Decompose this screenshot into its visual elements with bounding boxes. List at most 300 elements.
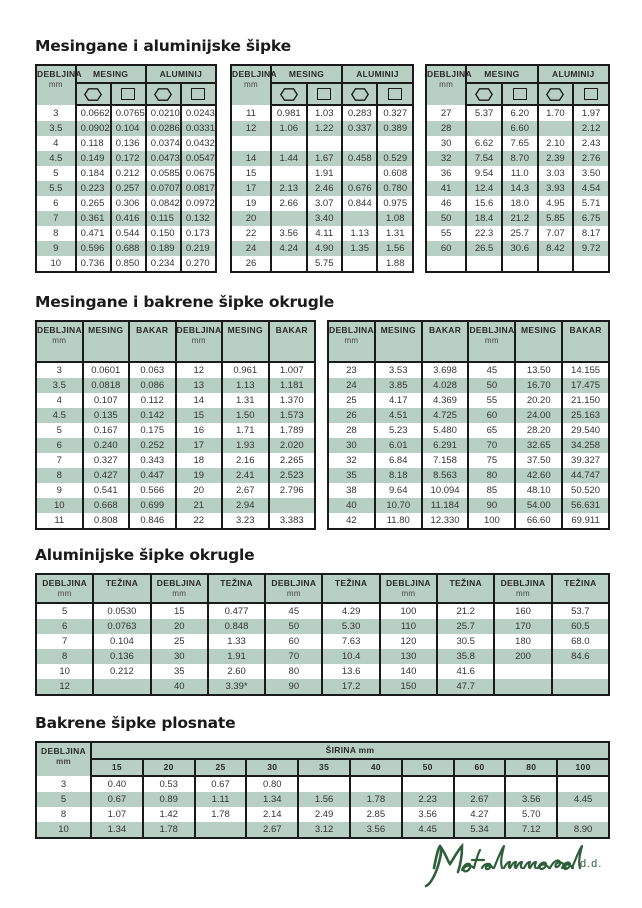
unit-label: mm xyxy=(172,589,187,598)
width-header: 15 xyxy=(91,759,143,776)
table-row xyxy=(328,468,609,483)
weight-cell: 0.223 xyxy=(76,181,111,196)
thickness-cell: 26 xyxy=(231,256,271,272)
weight-cell: 0.676 xyxy=(342,181,377,196)
thickness-cell: 28 xyxy=(426,121,466,136)
thickness-cell: 25 xyxy=(328,393,375,408)
thickness-cell: 35 xyxy=(328,468,375,483)
square-icon xyxy=(388,88,402,100)
thickness-cell: 10 xyxy=(36,664,93,679)
table-row xyxy=(36,807,609,822)
bakar-header: BAKAR xyxy=(562,321,609,362)
table-row xyxy=(36,513,315,529)
weight-cell: 1.93 xyxy=(222,438,269,453)
weight-cell xyxy=(505,776,557,792)
tezina-header: TEŽINA xyxy=(208,574,265,603)
weight-cell: 4.45 xyxy=(402,822,454,838)
thickness-cell: 26 xyxy=(328,408,375,423)
bakar-header: BAKAR xyxy=(129,321,176,362)
weight-cell: 20.20 xyxy=(515,393,562,408)
weight-cell: 3.50 xyxy=(573,166,609,181)
weight-cell: 4.90 xyxy=(307,241,342,256)
weight-cell xyxy=(350,776,402,792)
table-row xyxy=(426,211,609,226)
hexagon-icon xyxy=(475,88,493,101)
mesing-header: MESING xyxy=(222,321,269,362)
weight-cell: 12.4 xyxy=(466,181,502,196)
table-row xyxy=(36,483,315,498)
table-row xyxy=(36,649,609,664)
thickness-cell: 9 xyxy=(36,483,83,498)
weight-cell: 3.93 xyxy=(538,181,574,196)
table-row xyxy=(426,256,609,272)
weight-cell: 2.265 xyxy=(269,453,316,468)
weight-cell: 0.0210 xyxy=(146,105,181,121)
sirina-header: ŠIRINA mm xyxy=(91,742,609,759)
profile-icon-cell xyxy=(502,83,538,105)
weight-cell: 56.631 xyxy=(562,498,609,513)
weight-cell xyxy=(538,256,574,272)
weight-cell: 68.0 xyxy=(552,634,609,649)
thickness-cell: 19 xyxy=(231,196,271,211)
weight-cell: 5.85 xyxy=(538,211,574,226)
thickness-cell: 17 xyxy=(231,181,271,196)
thickness-cell: 30 xyxy=(426,136,466,151)
hex-square-table-1 xyxy=(35,64,217,273)
weight-cell: 30.6 xyxy=(502,241,538,256)
thickness-cell: 40 xyxy=(151,679,208,695)
table-row xyxy=(36,423,315,438)
weight-cell: 0.0902 xyxy=(76,121,111,136)
table-row xyxy=(328,438,609,453)
weight-cell: 0.808 xyxy=(83,513,130,529)
weight-cell: 1.31 xyxy=(222,393,269,408)
table-row xyxy=(36,166,216,181)
square-icon xyxy=(191,88,205,100)
weight-cell: 1.370 xyxy=(269,393,316,408)
unit-label: mm xyxy=(484,336,499,345)
thickness-cell: 38 xyxy=(328,483,375,498)
weight-cell: 1.91 xyxy=(208,649,265,664)
thickness-cell: 5 xyxy=(36,166,76,181)
round-aluminium-table xyxy=(35,573,610,696)
debljina-label: DEBLJINA xyxy=(329,325,374,335)
weight-cell: 0.780 xyxy=(377,181,413,196)
thickness-cell: 130 xyxy=(380,649,437,664)
weight-cell: 1.35 xyxy=(342,241,377,256)
thickness-cell: 150 xyxy=(380,679,437,695)
table-row xyxy=(36,468,315,483)
weight-cell: 1.007 xyxy=(269,362,316,378)
thickness-cell: 7 xyxy=(36,453,83,468)
table-row xyxy=(231,211,413,226)
weight-cell xyxy=(269,498,316,513)
thickness-cell: 22 xyxy=(176,513,223,529)
thickness-cell: 10 xyxy=(36,256,76,272)
debljina-header xyxy=(36,65,82,105)
weight-cell: 4.27 xyxy=(454,807,506,822)
unit-label: mm xyxy=(52,336,67,345)
profile-icon-cell xyxy=(307,83,342,105)
weight-cell: 5.70 xyxy=(505,807,557,822)
thickness-cell: 28 xyxy=(328,423,375,438)
table-row xyxy=(231,105,413,121)
thickness-cell: 75 xyxy=(468,453,515,468)
table-row xyxy=(36,105,216,121)
weight-cell: 1.34 xyxy=(91,822,143,838)
thickness-cell: 4 xyxy=(36,136,76,151)
thickness-cell: 24 xyxy=(328,378,375,393)
weight-cell: 0.0374 xyxy=(146,136,181,151)
weight-cell: 0.67 xyxy=(91,792,143,807)
weight-cell: 0.150 xyxy=(146,226,181,241)
weight-cell xyxy=(93,679,150,695)
weight-cell: 0.063 xyxy=(129,362,176,378)
table-row xyxy=(231,196,413,211)
weight-cell: 2.49 xyxy=(298,807,350,822)
weight-cell: 3.56 xyxy=(271,226,306,241)
weight-cell: 11.184 xyxy=(422,498,469,513)
hex-square-table-2 xyxy=(230,64,414,273)
debljina-header xyxy=(36,321,83,362)
weight-cell: 2.12 xyxy=(573,121,609,136)
weight-cell: 7.07 xyxy=(538,226,574,241)
profile-icon-cell xyxy=(466,83,502,105)
weight-cell: 50.520 xyxy=(562,483,609,498)
thickness-cell: 11 xyxy=(231,105,271,121)
unit-label: mm xyxy=(56,757,71,766)
debljina-header xyxy=(328,321,375,362)
thickness-cell: 12 xyxy=(36,679,93,695)
tezina-header: TEŽINA xyxy=(437,574,494,603)
weight-cell: 0.699 xyxy=(129,498,176,513)
weight-cell: 1.08 xyxy=(377,211,413,226)
weight-cell: 3.53 xyxy=(375,362,422,378)
thickness-cell: 10 xyxy=(36,498,83,513)
weight-cell: 25.7 xyxy=(502,226,538,241)
weight-cell: 10.4 xyxy=(322,649,379,664)
weight-cell: 3.56 xyxy=(505,792,557,807)
weight-cell: 0.688 xyxy=(111,241,146,256)
weight-cell: 44.747 xyxy=(562,468,609,483)
thickness-cell: 13 xyxy=(176,378,223,393)
weight-cell: 2.46 xyxy=(307,181,342,196)
thickness-cell: 17 xyxy=(176,438,223,453)
weight-cell: 7.54 xyxy=(466,151,502,166)
width-header: 35 xyxy=(298,759,350,776)
square-icon xyxy=(513,88,527,100)
thickness-cell xyxy=(426,256,466,272)
weight-cell: 0.961 xyxy=(222,362,269,378)
logo-suffix: d.d. xyxy=(580,858,603,870)
weight-cell: 3.03 xyxy=(538,166,574,181)
weight-cell: 11.0 xyxy=(502,166,538,181)
hexagon-icon xyxy=(280,88,298,101)
weight-cell: 0.270 xyxy=(181,256,216,272)
weight-cell: 7.63 xyxy=(322,634,379,649)
weight-cell: 8.18 xyxy=(375,468,422,483)
width-header: 40 xyxy=(350,759,402,776)
weight-cell: 17.2 xyxy=(322,679,379,695)
weight-cell: 0.541 xyxy=(83,483,130,498)
thickness-cell: 20 xyxy=(176,483,223,498)
weight-cell: 4.24 xyxy=(271,241,306,256)
weight-cell: 14.3 xyxy=(502,181,538,196)
weight-cell: 0.132 xyxy=(181,211,216,226)
debljina-label: DEBLJINA xyxy=(41,746,86,756)
weight-cell: 0.544 xyxy=(111,226,146,241)
thickness-cell: 100 xyxy=(468,513,515,529)
weight-cell: 4.45 xyxy=(557,792,609,807)
weight-cell: 0.0675 xyxy=(181,166,216,181)
weight-cell: 3.85 xyxy=(375,378,422,393)
table-row xyxy=(426,166,609,181)
thickness-cell: 14 xyxy=(231,151,271,166)
weight-cell: 2.67 xyxy=(454,792,506,807)
debljina-label: DEBLJINA xyxy=(37,69,82,79)
weight-cell: 0.529 xyxy=(377,151,413,166)
round-brass-copper-table-2 xyxy=(327,320,610,530)
width-header: 25 xyxy=(195,759,247,776)
thickness-cell: 85 xyxy=(468,483,515,498)
table-row xyxy=(36,378,315,393)
width-header: 80 xyxy=(505,759,557,776)
weight-cell xyxy=(195,822,247,838)
weight-cell: 8.90 xyxy=(557,822,609,838)
weight-cell: 15.6 xyxy=(466,196,502,211)
weight-cell: 42.60 xyxy=(515,468,562,483)
hexagon-icon xyxy=(154,88,172,101)
thickness-cell: 60 xyxy=(426,241,466,256)
thickness-cell: 19 xyxy=(176,468,223,483)
table-row xyxy=(426,136,609,151)
mesing-header: MESING xyxy=(466,65,537,83)
weight-cell: 18.0 xyxy=(502,196,538,211)
weight-cell xyxy=(538,121,574,136)
debljina-label: DEBLJINA xyxy=(469,325,515,335)
weight-cell: 2.39 xyxy=(538,151,574,166)
weight-cell: 0.416 xyxy=(111,211,146,226)
weight-cell: 30.5 xyxy=(437,634,494,649)
weight-cell: 1.34 xyxy=(246,792,298,807)
weight-cell: 0.306 xyxy=(111,196,146,211)
weight-cell: 18.4 xyxy=(466,211,502,226)
weight-cell: 2.43 xyxy=(573,136,609,151)
unit-label: mm xyxy=(401,589,416,598)
weight-cell: 2.67 xyxy=(246,822,298,838)
weight-cell xyxy=(502,256,538,272)
profile-icon-cell xyxy=(271,83,306,105)
thickness-cell: 60 xyxy=(468,408,515,423)
thickness-cell: 30 xyxy=(328,438,375,453)
weight-cell: 2.85 xyxy=(350,807,402,822)
weight-cell: 47.7 xyxy=(437,679,494,695)
weight-cell xyxy=(402,776,454,792)
weight-cell: 5.71 xyxy=(573,196,609,211)
thickness-cell: 50 xyxy=(265,619,322,634)
thickness-cell: 5.5 xyxy=(36,181,76,196)
thickness-cell: 20 xyxy=(151,619,208,634)
debljina-header xyxy=(494,574,551,603)
section-title-flat-copper: Bakrene šipke plosnate xyxy=(35,714,236,732)
weight-cell: 0.265 xyxy=(76,196,111,211)
tezina-header: TEŽINA xyxy=(552,574,609,603)
weight-cell: 10.094 xyxy=(422,483,469,498)
weight-cell: 5.23 xyxy=(375,423,422,438)
thickness-cell: 22 xyxy=(231,226,271,241)
weight-cell xyxy=(271,166,306,181)
weight-cell: 1.78 xyxy=(195,807,247,822)
weight-cell: 11.80 xyxy=(375,513,422,529)
mesing-header: MESING xyxy=(375,321,422,362)
weight-cell: 35.8 xyxy=(437,649,494,664)
thickness-cell xyxy=(231,136,271,151)
weight-cell: 3.56 xyxy=(402,807,454,822)
debljina-header xyxy=(265,574,322,603)
weight-cell xyxy=(557,807,609,822)
thickness-cell: 3 xyxy=(36,362,83,378)
weight-cell xyxy=(454,776,506,792)
weight-cell: 0.80 xyxy=(246,776,298,792)
weight-cell: 0.361 xyxy=(76,211,111,226)
bakar-header: BAKAR xyxy=(422,321,469,362)
thickness-cell: 65 xyxy=(468,423,515,438)
table-row xyxy=(36,211,216,226)
weight-cell: 8.563 xyxy=(422,468,469,483)
thickness-cell: 5 xyxy=(36,792,91,807)
weight-cell: 0.0707 xyxy=(146,181,181,196)
thickness-cell: 23 xyxy=(328,362,375,378)
weight-cell: 2.796 xyxy=(269,483,316,498)
weight-cell: 2.13 xyxy=(271,181,306,196)
hex-square-table-3 xyxy=(425,64,610,273)
debljina-header xyxy=(151,574,208,603)
thickness-cell: 15 xyxy=(231,166,271,181)
weight-cell: 2.66 xyxy=(271,196,306,211)
mesing-header: MESING xyxy=(515,321,562,362)
weight-cell: 0.234 xyxy=(146,256,181,272)
thickness-cell: 21 xyxy=(176,498,223,513)
weight-cell: 0.257 xyxy=(111,181,146,196)
weight-cell: 21.2 xyxy=(437,603,494,619)
thickness-cell: 90 xyxy=(265,679,322,695)
thickness-cell: 70 xyxy=(265,649,322,664)
debljina-label: DEBLJINA xyxy=(271,578,317,588)
debljina-label: DEBLJINA xyxy=(176,325,222,335)
weight-cell: 84.6 xyxy=(552,649,609,664)
weight-cell: 0.458 xyxy=(342,151,377,166)
weight-cell: 0.608 xyxy=(377,166,413,181)
square-icon xyxy=(121,88,135,100)
thickness-cell: 45 xyxy=(468,362,515,378)
table-row xyxy=(36,664,609,679)
thickness-cell: 70 xyxy=(468,438,515,453)
thickness-cell: 8 xyxy=(36,649,93,664)
weight-cell: 0.0817 xyxy=(181,181,216,196)
weight-cell: 0.189 xyxy=(146,241,181,256)
table-row xyxy=(328,513,609,529)
weight-cell: 0.212 xyxy=(111,166,146,181)
weight-cell: 0.0432 xyxy=(181,136,216,151)
weight-cell: 29.540 xyxy=(562,423,609,438)
thickness-cell: 15 xyxy=(151,603,208,619)
weight-cell: 8.70 xyxy=(502,151,538,166)
weight-cell xyxy=(573,256,609,272)
weight-cell: 9.54 xyxy=(466,166,502,181)
thickness-cell: 4.5 xyxy=(36,151,76,166)
thickness-cell: 20 xyxy=(231,211,271,226)
mesing-header: MESING xyxy=(83,321,130,362)
debljina-header xyxy=(468,321,515,362)
weight-cell: 24.00 xyxy=(515,408,562,423)
table-row xyxy=(36,776,609,792)
table-row xyxy=(426,196,609,211)
width-header: 60 xyxy=(454,759,506,776)
weight-cell: 0.0601 xyxy=(83,362,130,378)
weight-cell: 5.30 xyxy=(322,619,379,634)
weight-cell: 1.44 xyxy=(271,151,306,166)
thickness-cell: 27 xyxy=(426,105,466,121)
aluminij-header: ALUMINIJ xyxy=(538,65,609,83)
thickness-cell: 120 xyxy=(380,634,437,649)
weight-cell: 16.70 xyxy=(515,378,562,393)
weight-cell: 2.020 xyxy=(269,438,316,453)
weight-cell: 4.51 xyxy=(375,408,422,423)
debljina-label: DEBLJINA xyxy=(232,69,277,79)
weight-cell: 1.97 xyxy=(573,105,609,121)
thickness-cell: 14 xyxy=(176,393,223,408)
weight-cell: 0.668 xyxy=(83,498,130,513)
weight-cell: 0.596 xyxy=(76,241,111,256)
profile-icon-cell xyxy=(377,83,413,105)
table-row xyxy=(36,453,315,468)
weight-cell: 0.115 xyxy=(146,211,181,226)
weight-cell: 4.29 xyxy=(322,603,379,619)
weight-cell: 0.0243 xyxy=(181,105,216,121)
weight-cell xyxy=(466,256,502,272)
weight-cell: 0.212 xyxy=(93,664,150,679)
weight-cell xyxy=(342,211,377,226)
weight-cell: 0.447 xyxy=(129,468,176,483)
width-header: 50 xyxy=(402,759,454,776)
weight-cell: 0.846 xyxy=(129,513,176,529)
debljina-label: DEBLJINA xyxy=(37,325,82,335)
table-row xyxy=(231,166,413,181)
thickness-cell: 3 xyxy=(36,105,76,121)
table-row xyxy=(36,196,216,211)
weight-cell: 1.71 xyxy=(222,423,269,438)
thickness-cell: 25 xyxy=(151,634,208,649)
weight-cell: 2.76 xyxy=(573,151,609,166)
weight-cell: 0.107 xyxy=(83,393,130,408)
unit-label: mm xyxy=(57,589,72,598)
weight-cell: 0.389 xyxy=(377,121,413,136)
weight-cell: 32.65 xyxy=(515,438,562,453)
unit-label: mm xyxy=(516,589,530,598)
weight-cell: 1.11 xyxy=(195,792,247,807)
table-row xyxy=(36,151,216,166)
weight-cell: 0.118 xyxy=(76,136,111,151)
weight-cell: 54.00 xyxy=(515,498,562,513)
thickness-cell: 100 xyxy=(380,603,437,619)
thickness-cell: 12 xyxy=(231,121,271,136)
weight-cell: 2.14 xyxy=(246,807,298,822)
thickness-cell: 110 xyxy=(380,619,437,634)
table-row xyxy=(426,121,609,136)
weight-cell: 0.135 xyxy=(83,408,130,423)
weight-cell: 5.34 xyxy=(454,822,506,838)
thickness-cell: 8 xyxy=(36,226,76,241)
